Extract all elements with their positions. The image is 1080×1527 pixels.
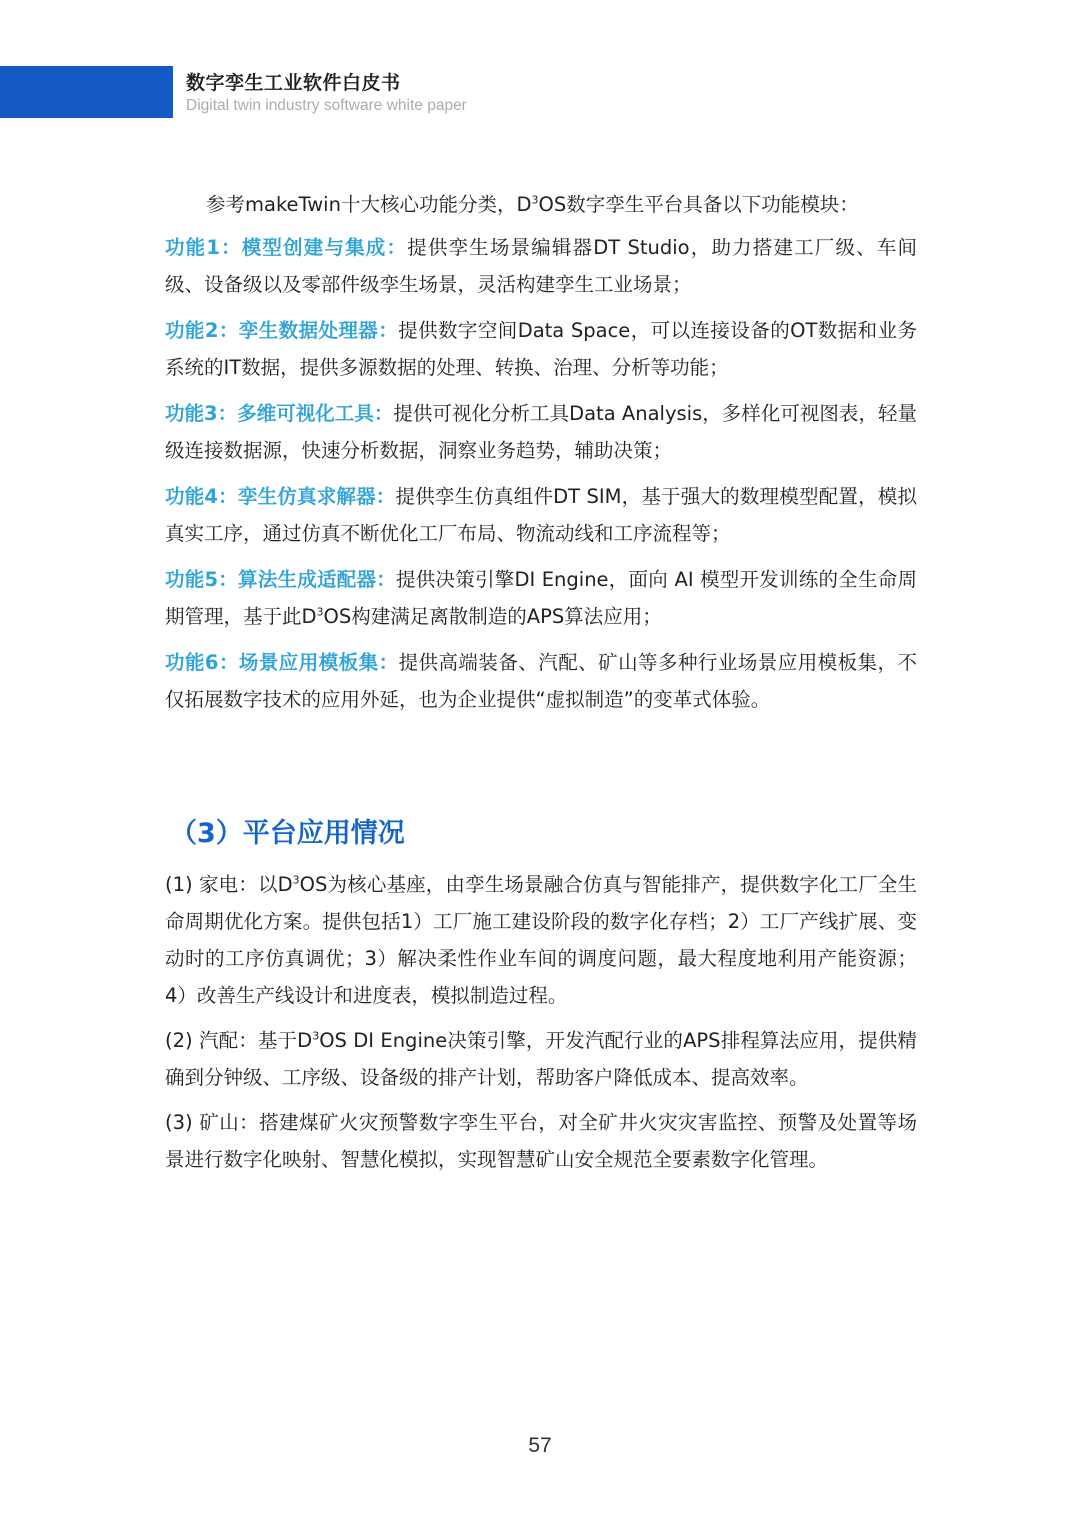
application-item [165,866,917,1014]
feature-text: 提供可视化分析工具Data Analysis，多样化可视图表，轻量级连接数据源，快速分析数据，洞察业务趋势，辅助决策； [165,402,917,462]
feature-text: 提供数字空间Data Space，可以连接设备的OT数据和业务系统的IT数据，提供多源数据的处理、转换、治理、分析等功能； [165,319,917,379]
feature-text: 提供孪生场景编辑器DT Studio，助力搭建工厂级、车间级、设备级以及零部件级孪生场景，灵活构建孪生工业场景； [165,236,917,296]
feature-item [165,395,917,469]
feature-text-continued: OS构建满足离散制造的APS算法应用； [323,605,662,628]
feature-superscript: 3 [316,605,324,619]
feature-item [165,229,917,303]
section-heading: （3）平台应用情况 [170,818,405,849]
feature-item [165,561,917,635]
feature-list [165,229,917,727]
feature-text: 提供高端装备、汽配、矿山等多种行业场景应用模板集，不仅拓展数字技术的应用外延，也为企业提供“虚拟制造”的变革式体验。 [165,651,917,711]
application-item [165,1104,917,1178]
application-text: OS为核心基座，由孪生场景融合仿真与智能排产，提供数字化工厂全生命周期优化方案。提供包括1）工厂施工建设阶段的数字化存档；2）工厂产线扩展、变动时的工序仿真调优；3）解决柔性作业车间的调度问题，最大程度地利用产能资源；4）改善生产线设计和进度表，模拟制造过程。 [165,873,917,1007]
feature-item [165,644,917,718]
feature-label: 功能4：孪生仿真求解器： [165,485,396,508]
feature-item [165,312,917,386]
application-item [165,1022,917,1096]
feature-item [165,478,917,552]
application-prefix: (2) 汽配：基于D [165,1029,313,1052]
header-accent-bar [0,66,173,118]
feature-label: 功能5：算法生成适配器： [165,568,397,591]
application-superscript: 3 [292,873,300,887]
feature-text: 提供孪生仿真组件DT SIM，基于强大的数理模型配置，模拟真实工序，通过仿真不断优化工厂布局、物流动线和工序流程等； [165,485,917,545]
feature-label: 功能6：场景应用模板集： [165,651,399,674]
feature-text: 提供决策引擎DI Engine，面向 AI 模型开发训练的全生命周期管理，基于此D [165,568,917,628]
page-number: 57 [528,1434,552,1457]
application-text: OS DI Engine决策引擎，开发汽配行业的APS排程算法应用，提供精确到分钟级、工序级、设备级的排产计划，帮助客户降低成本、提高效率。 [165,1029,917,1089]
intro-suffix: OS数字孪生平台具备以下功能模块： [538,193,859,216]
document-title: 数字孪生工业软件白皮书 [186,72,401,94]
intro-paragraph [206,190,859,219]
feature-label: 功能2：孪生数据处理器： [165,319,399,342]
document-subtitle: Digital twin industry software white paper [186,97,467,114]
intro-superscript: 3 [531,193,539,207]
application-text: (3) 矿山：搭建煤矿火灾预警数字孪生平台，对全矿井火灾灾害监控、预警及处置等场景进行数字化映射、智慧化模拟，实现智慧矿山安全规范全要素数字化管理。 [165,1111,917,1171]
feature-label: 功能3：多维可视化工具： [165,402,394,425]
application-superscript: 3 [312,1029,320,1043]
application-prefix: (1) 家电：以D [165,873,293,896]
intro-prefix: 参考makeTwin十大核心功能分类，D [206,193,532,216]
application-list [165,866,917,1186]
feature-label: 功能1：模型创建与集成： [165,236,408,259]
